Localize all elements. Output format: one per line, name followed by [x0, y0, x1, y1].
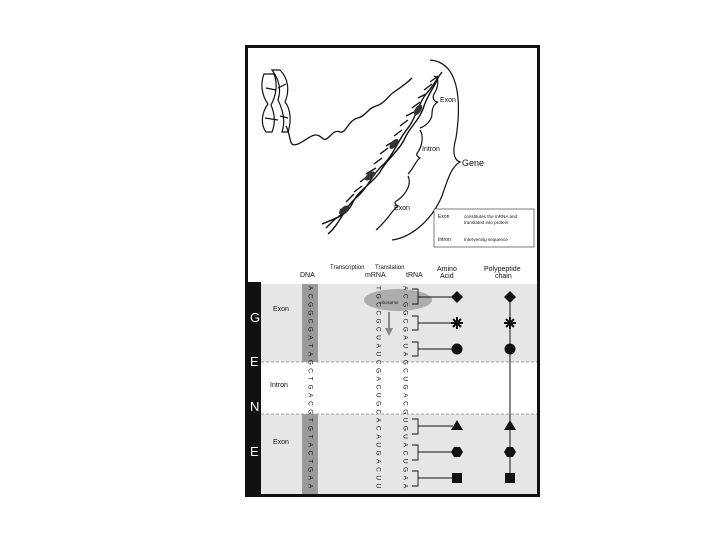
trna-base: A — [401, 483, 409, 489]
dna-base: C — [306, 318, 314, 324]
header-polypeptide-line2: chain — [495, 273, 512, 280]
mrna-base: C — [374, 425, 382, 431]
mrna-base: U — [374, 392, 382, 398]
mrna-base: U — [374, 335, 382, 340]
uncoiled-dna-strand — [286, 78, 412, 145]
mrna-base: A — [374, 434, 382, 439]
exon-lower-label: Exon — [394, 205, 410, 212]
mrna-base: C — [374, 359, 382, 365]
trna-base: A — [401, 442, 409, 447]
trna-base: G — [401, 425, 409, 431]
dna-base: T — [306, 418, 314, 422]
trna-base: A — [401, 475, 409, 480]
legend-def-exon-line2: translated into protein — [464, 220, 509, 225]
trna-base: G — [401, 466, 409, 473]
mrna-base: U — [374, 483, 382, 489]
mrna-base: C — [374, 467, 382, 472]
intron-label: Intron — [422, 146, 440, 153]
header-translation: Translation — [375, 265, 405, 271]
mrna-base: C — [374, 384, 382, 390]
trna-base: C — [401, 450, 409, 456]
chromosome-icon — [262, 70, 290, 132]
dna-base: G — [306, 310, 314, 316]
legend-def-intron: Intervening sequence — [464, 237, 508, 242]
intron-region — [261, 359, 537, 414]
gene-letter-e2: E — [250, 444, 259, 459]
trna-base: G — [401, 326, 409, 332]
mrna-base: C — [374, 409, 382, 415]
column-headers — [300, 265, 521, 280]
chain-square-icon — [505, 473, 515, 483]
header-amino-line2: Acid — [440, 273, 454, 280]
trna-base: A — [401, 285, 409, 291]
trna-base: U — [401, 417, 409, 423]
dna-base: C — [306, 293, 314, 299]
dna-base: C — [306, 450, 314, 456]
gene-letter-e1: E — [250, 354, 259, 369]
trna-base: A — [401, 393, 409, 398]
mrna-base: G — [374, 367, 382, 374]
trna-base: U — [401, 343, 409, 349]
dna-base: A — [306, 351, 314, 357]
exon-upper-label: Exon — [440, 97, 456, 104]
header-transcription: Transcription — [330, 265, 365, 271]
mrna-base: C — [374, 326, 382, 332]
dna-base: A — [306, 285, 314, 291]
trna-base: C — [401, 318, 409, 324]
mrna-base: A — [374, 459, 382, 464]
header-mrna: mRNA — [365, 272, 386, 279]
mrna-base: U — [374, 475, 382, 481]
dna-base: G — [306, 409, 314, 415]
circle-icon — [452, 344, 463, 355]
mrna-base: C — [374, 302, 382, 307]
dna-base: C — [306, 368, 314, 373]
legend-box — [434, 209, 534, 247]
trna-base: G — [401, 359, 409, 365]
mrna-base: U — [374, 351, 382, 357]
mrna-base: A — [374, 343, 382, 348]
mrna-base: C — [374, 310, 382, 316]
dna-base: G — [306, 425, 314, 431]
dna-base: A — [306, 442, 314, 447]
dna-base: G — [306, 384, 314, 390]
dna-base: T — [306, 343, 314, 348]
chain-circle-icon — [505, 344, 516, 355]
dna-base: A — [306, 393, 314, 398]
trna-base: C — [401, 401, 409, 406]
dna-base: T — [306, 376, 314, 381]
intron-brace — [408, 130, 422, 174]
diagram-canvas — [248, 48, 537, 494]
trna-base: C — [401, 293, 409, 299]
dna-base: T — [306, 434, 314, 439]
mrna-base: G — [374, 293, 382, 299]
trna-base: G — [401, 409, 409, 415]
legend-term-exon: Exon — [438, 214, 450, 220]
trna-base: G — [401, 384, 409, 390]
header-dna: DNA — [300, 272, 315, 279]
trna-base: G — [401, 310, 409, 316]
mrna-base: G — [374, 450, 382, 456]
exon-lower-brace — [376, 176, 409, 230]
mrna-base: A — [374, 376, 382, 381]
dna-base: A — [306, 483, 314, 489]
dna-base: T — [306, 459, 314, 464]
dna-base: A — [306, 335, 314, 340]
header-polypeptide-line1: Polypeptide — [484, 266, 521, 273]
trna-base: U — [401, 458, 409, 464]
mrna-base: G — [374, 318, 382, 324]
header-trna: tRNA — [406, 272, 423, 279]
dna-base: G — [306, 466, 314, 473]
gene-label: Gene — [462, 158, 485, 168]
square-icon — [452, 473, 462, 483]
trna-base: A — [401, 351, 409, 357]
trna-base: G — [401, 301, 409, 308]
mrna-base: G — [374, 400, 382, 407]
gene-letter-g: G — [250, 310, 261, 325]
legend-term-intron: Intron — [438, 237, 451, 243]
region-label-exon1: Exon — [273, 306, 289, 313]
trna-base: C — [401, 368, 409, 373]
header-amino-line1: Amino — [437, 266, 457, 273]
gene-expression-figure — [245, 45, 540, 497]
gene-letter-n: N — [250, 399, 260, 414]
legend-def-exon-line1: constitutes the mRNA and — [464, 214, 518, 219]
ribosome-label: ribosome — [380, 300, 399, 305]
mrna-base: U — [374, 442, 382, 448]
dna-base: C — [306, 401, 314, 406]
dna-base: G — [306, 359, 314, 365]
trna-base: U — [401, 376, 409, 382]
trna-base: U — [401, 434, 409, 439]
mrna-base: T — [374, 286, 382, 290]
dna-base: A — [306, 475, 314, 480]
dna-double-helix — [322, 72, 442, 234]
dna-base: G — [306, 301, 314, 308]
region-label-intron: Intron — [270, 382, 288, 389]
dna-base: G — [306, 326, 314, 332]
trna-base: A — [401, 335, 409, 340]
mrna-base: A — [374, 417, 382, 423]
region-label-exon2: Exon — [273, 439, 289, 446]
